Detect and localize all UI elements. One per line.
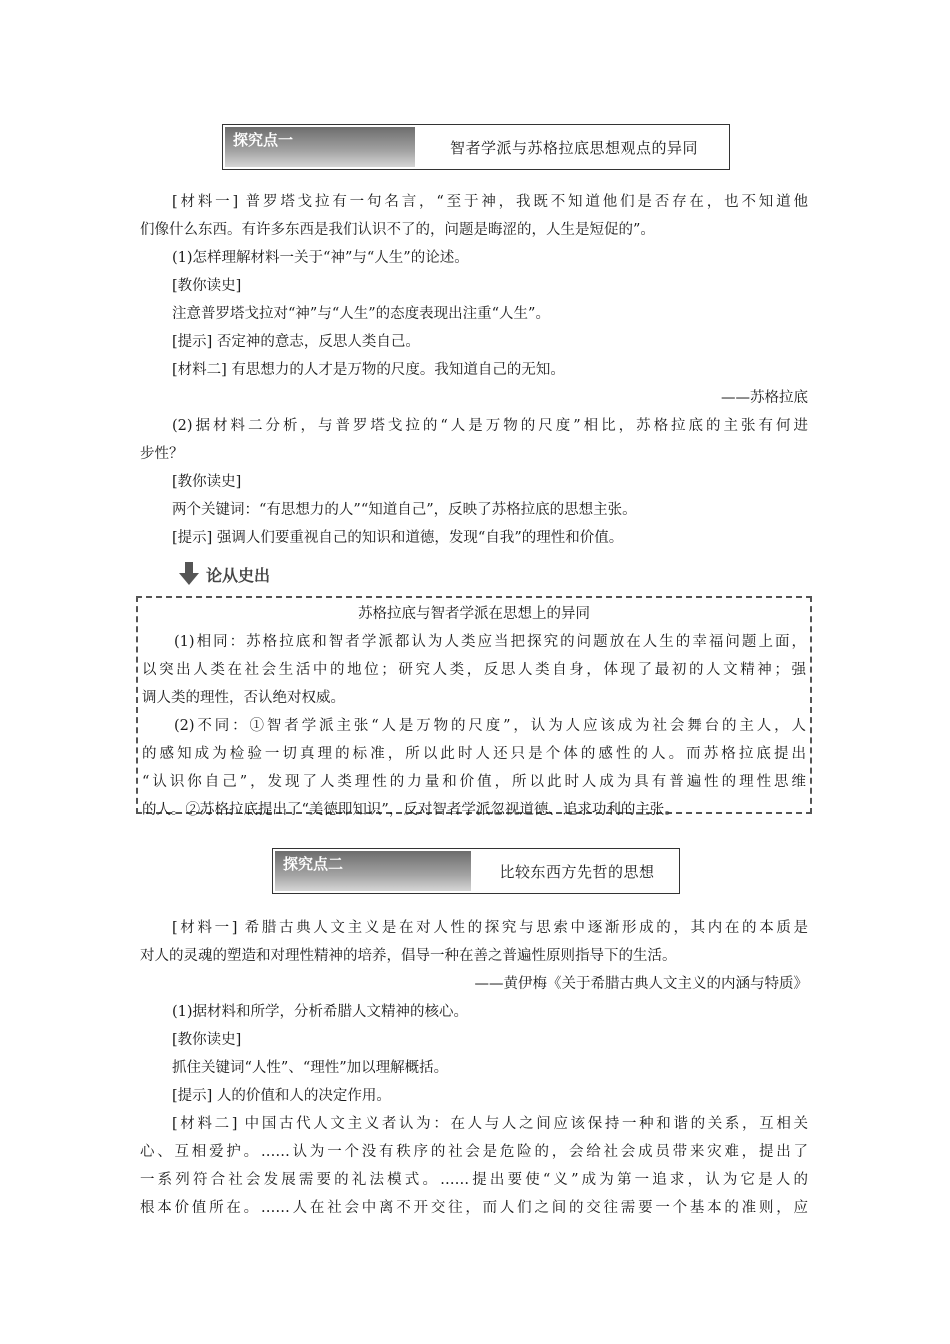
topic-box-1 (222, 124, 730, 170)
attribution: ——苏格拉底 (721, 390, 808, 406)
material-line: 们像什么东西。有许多东西是我们认识不了的，问题是晦涩的，人生是短促的”。 (140, 222, 655, 238)
summary-line: 以突出人类在社会生活中的地位；研究人类，反思人类自身，体现了最初的人文精神；强 (142, 662, 806, 678)
reading-guide-label: [教你读史] (172, 474, 242, 490)
topic-title-2: 比较东西方先哲的思想 (499, 862, 655, 881)
topic-box-2 (272, 848, 680, 894)
reading-guide-label: [教你读史] (172, 1032, 242, 1048)
conclusion-heading (178, 560, 270, 588)
summary-line: (2)不同：①智者学派主张“人是万物的尺度”，认为人应该成为社会舞台的主人，人 (174, 718, 806, 734)
section-1 (140, 188, 808, 552)
summary-line: 的感知成为检验一切真理的标准，所以此时人还只是个体的感性的人。而苏格拉底提出 (142, 746, 806, 762)
material-line: 心、互相爱护。……认为一个没有秩序的社会是危险的，会给社会成员带来灾难，提出了 (140, 1144, 808, 1160)
conclusion-heading-label: 论从史出 (206, 565, 271, 585)
summary-line: 的人。②苏格拉底提出了“美德即知识”，反对智者学派忽视道德、追求功利的主张。 (142, 802, 679, 818)
material-line: [材料一] 普罗塔戈拉有一句名言，“至于神，我既不知道他们是否存在，也不知道他 (172, 194, 808, 210)
summary-title: 苏格拉底与智者学派在思想上的异同 (358, 606, 590, 622)
section-2 (140, 914, 808, 1222)
question-line: (1)怎样理解材料一关于“神”与“人生”的论述。 (172, 250, 469, 266)
material-line: 对人的灵魂的塑造和对理性精神的培养，倡导一种在善之普遍性原则指导下的生活。 (140, 948, 677, 964)
reading-guide-text: 抓住关键词“人性”、“理性”加以理解概括。 (172, 1060, 449, 1076)
material-line: 一系列符合社会发展需要的礼法模式。……提出要使“义”成为第一追求，认为它是人的 (140, 1172, 808, 1188)
summary-box (136, 596, 812, 818)
topic-tag-2: 探究点二 (275, 851, 471, 891)
question-line: 步性？ (140, 446, 184, 462)
reading-guide-text: 两个关键词：“有思想力的人”“知道自己”，反映了苏格拉底的思想主张。 (172, 502, 637, 518)
topic-tag-1: 探究点一 (225, 127, 415, 167)
down-arrow-icon (178, 562, 200, 586)
summary-line: “认识你自己”，发现了人类理性的力量和价值，所以此时人成为具有普遍性的理性思维 (142, 774, 806, 790)
reading-guide-label: [教你读史] (172, 278, 242, 294)
hint-line: [提示] 强调人们要重视自己的知识和道德，发现“自我”的理性和价值。 (172, 530, 624, 546)
question-line: (2)据材料二分析，与普罗塔戈拉的“人是万物的尺度”相比，苏格拉底的主张有何进 (172, 418, 808, 434)
topic-title-1: 智者学派与苏格拉底思想观点的异同 (449, 138, 698, 157)
material-line: 根本价值所在。……人在社会中离不开交往，而人们之间的交往需要一个基本的准则，应 (140, 1200, 808, 1216)
material-line: [材料二] 中国古代人文主义者认为：在人与人之间应该保持一种和谐的关系，互相关 (172, 1116, 808, 1132)
reading-guide-text: 注意普罗塔戈拉对“神”与“人生”的态度表现出注重“人生”。 (172, 306, 550, 322)
summary-content (142, 600, 806, 824)
material-line: [材料一] 希腊古典人文主义是在对人性的探究与思索中逐渐形成的，其内在的本质是 (172, 920, 808, 936)
material-line: [材料二] 有思想力的人才是万物的尺度。我知道自己的无知。 (172, 362, 565, 378)
hint-line: [提示] 否定神的意志，反思人类自己。 (172, 334, 420, 350)
attribution: ——黄伊梅《关于希腊古典人文主义的内涵与特质》 (474, 976, 808, 992)
hint-line: [提示] 人的价值和人的决定作用。 (172, 1088, 391, 1104)
question-line: (1)据材料和所学，分析希腊人文精神的核心。 (172, 1004, 469, 1020)
summary-line: (1)相同：苏格拉底和智者学派都认为人类应当把探究的问题放在人生的幸福问题上面， (174, 634, 806, 650)
summary-line: 调人类的理性，否认绝对权威。 (142, 690, 345, 706)
